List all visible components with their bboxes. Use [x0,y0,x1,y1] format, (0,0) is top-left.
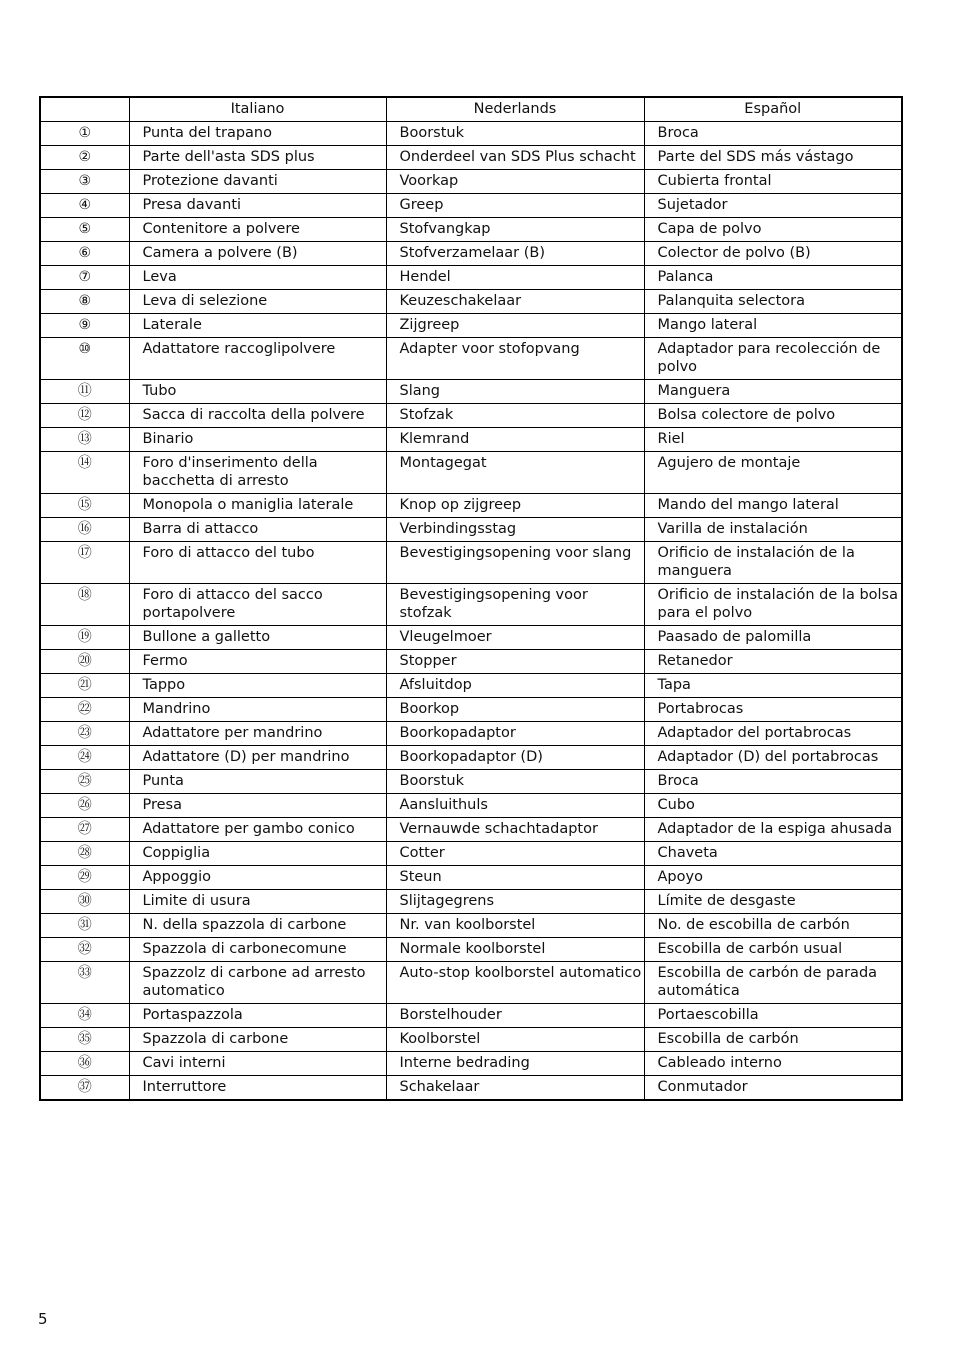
cell-nederlands: Bevestigingsopening voor stofzak [386,584,644,626]
cell-nederlands: Montagegat [386,452,644,494]
cell-espanol: Mango lateral [644,314,902,338]
cell-italiano: Foro di attacco del sacco portapolvere [129,584,386,626]
cell-italiano: Laterale [129,314,386,338]
cell-espanol: No. de escobilla de carbón [644,914,902,938]
table-row [40,866,902,890]
table-row [40,170,902,194]
table-row [40,242,902,266]
cell-nederlands: Keuzeschakelaar [386,290,644,314]
table-row [40,770,902,794]
cell-italiano: Adattatore (D) per mandrino [129,746,386,770]
cell-italiano: Appoggio [129,866,386,890]
cell-espanol: Adaptador de la espiga ahusada [644,818,902,842]
table-row [40,746,902,770]
table-row [40,650,902,674]
cell-italiano: Portaspazzola [129,1004,386,1028]
table-row [40,584,902,626]
cell-nederlands: Knop op zijgreep [386,494,644,518]
cell-espanol: Paasado de palomilla [644,626,902,650]
table-row [40,914,902,938]
table-row [40,794,902,818]
cell-espanol: Adaptador para recolección de polvo [644,338,902,380]
part-number: ㉗ [40,818,129,842]
header-espanol: Español [644,97,902,122]
table-row [40,266,902,290]
cell-nederlands: Boorstuk [386,122,644,146]
cell-nederlands: Slijtagegrens [386,890,644,914]
cell-nederlands: Stofverzamelaar (B) [386,242,644,266]
cell-italiano: Mandrino [129,698,386,722]
cell-italiano: Punta del trapano [129,122,386,146]
cell-espanol: Palanca [644,266,902,290]
table-row [40,314,902,338]
cell-nederlands: Aansluithuls [386,794,644,818]
part-number: ㉟ [40,1028,129,1052]
table-row [40,722,902,746]
cell-espanol: Escobilla de carbón usual [644,938,902,962]
part-number: ㉛ [40,914,129,938]
table-row [40,146,902,170]
cell-italiano: Protezione davanti [129,170,386,194]
cell-italiano: Tubo [129,380,386,404]
table-row [40,1076,902,1101]
cell-nederlands: Bevestigingsopening voor slang [386,542,644,584]
cell-espanol: Cubo [644,794,902,818]
cell-espanol: Adaptador (D) del portabrocas [644,746,902,770]
table-header [40,97,902,122]
cell-italiano: Camera a polvere (B) [129,242,386,266]
cell-italiano: Adattatore per mandrino [129,722,386,746]
cell-nederlands: Greep [386,194,644,218]
part-number: ㉞ [40,1004,129,1028]
cell-nederlands: Zijgreep [386,314,644,338]
cell-nederlands: Klemrand [386,428,644,452]
cell-nederlands: Steun [386,866,644,890]
table-row [40,452,902,494]
parts-table [39,96,903,1101]
cell-nederlands: Onderdeel van SDS Plus schacht [386,146,644,170]
table-row [40,338,902,380]
part-number: ㉕ [40,770,129,794]
cell-espanol: Agujero de montaje [644,452,902,494]
cell-italiano: Spazzola di carbone [129,1028,386,1052]
cell-nederlands: Voorkap [386,170,644,194]
cell-italiano: Adattatore per gambo conico [129,818,386,842]
cell-nederlands: Vernauwde schachtadaptor [386,818,644,842]
table-row [40,494,902,518]
part-number: ⑬ [40,428,129,452]
table-row [40,890,902,914]
table-row [40,518,902,542]
part-number: ㊱ [40,1052,129,1076]
table-row [40,842,902,866]
cell-espanol: Adaptador del portabrocas [644,722,902,746]
cell-espanol: Broca [644,770,902,794]
cell-italiano: Spazzolz di carbone ad arresto automatico [129,962,386,1004]
cell-nederlands: Boorstuk [386,770,644,794]
part-number: ㉜ [40,938,129,962]
cell-nederlands: Stopper [386,650,644,674]
table-row [40,698,902,722]
cell-italiano: Leva di selezione [129,290,386,314]
cell-espanol: Conmutador [644,1076,902,1101]
cell-italiano: Cavi interni [129,1052,386,1076]
part-number: ⑫ [40,404,129,428]
cell-italiano: Foro d'inserimento della bacchetta di arresto [129,452,386,494]
header-nederlands: Nederlands [386,97,644,122]
cell-nederlands: Hendel [386,266,644,290]
part-number: ⑧ [40,290,129,314]
cell-italiano: Punta [129,770,386,794]
cell-nederlands: Boorkop [386,698,644,722]
cell-nederlands: Stofzak [386,404,644,428]
table-row [40,626,902,650]
table-row [40,290,902,314]
cell-espanol: Colector de polvo (B) [644,242,902,266]
page-number: 5 [38,1310,48,1328]
cell-espanol: Tapa [644,674,902,698]
cell-italiano: Presa [129,794,386,818]
part-number: ⑳ [40,650,129,674]
cell-espanol: Cubierta frontal [644,170,902,194]
part-number: ⑰ [40,542,129,584]
part-number: ㉝ [40,962,129,1004]
cell-espanol: Retanedor [644,650,902,674]
cell-espanol: Chaveta [644,842,902,866]
cell-italiano: Interruttore [129,1076,386,1101]
table-row [40,380,902,404]
table-row [40,938,902,962]
table-row [40,194,902,218]
cell-italiano: Parte dell'asta SDS plus [129,146,386,170]
cell-italiano: Coppiglia [129,842,386,866]
table-row [40,542,902,584]
part-number: ㉘ [40,842,129,866]
header-italiano: Italiano [129,97,386,122]
cell-nederlands: Koolborstel [386,1028,644,1052]
table-body [40,122,902,1101]
part-number: ③ [40,170,129,194]
cell-nederlands: Borstelhouder [386,1004,644,1028]
table-row [40,1052,902,1076]
cell-italiano: Spazzola di carbonecomune [129,938,386,962]
cell-nederlands: Afsluitdop [386,674,644,698]
cell-italiano: Foro di attacco del tubo [129,542,386,584]
part-number: ⑨ [40,314,129,338]
cell-nederlands: Vleugelmoer [386,626,644,650]
cell-italiano: Adattatore raccoglipolvere [129,338,386,380]
part-number: ④ [40,194,129,218]
header-number [40,97,129,122]
cell-espanol: Riel [644,428,902,452]
cell-espanol: Orificio de instalación de la manguera [644,542,902,584]
table-row [40,122,902,146]
cell-espanol: Varilla de instalación [644,518,902,542]
table-row [40,674,902,698]
cell-nederlands: Auto-stop koolborstel automatico [386,962,644,1004]
cell-espanol: Bolsa colectore de polvo [644,404,902,428]
cell-nederlands: Slang [386,380,644,404]
part-number: ㉑ [40,674,129,698]
part-number: ⑦ [40,266,129,290]
table-row [40,428,902,452]
cell-espanol: Capa de polvo [644,218,902,242]
cell-nederlands: Stofvangkap [386,218,644,242]
cell-nederlands: Boorkopadaptor [386,722,644,746]
cell-italiano: Contenitore a polvere [129,218,386,242]
cell-italiano: Limite di usura [129,890,386,914]
cell-espanol: Cableado interno [644,1052,902,1076]
cell-nederlands: Boorkopadaptor (D) [386,746,644,770]
part-number: ⑱ [40,584,129,626]
cell-nederlands: Normale koolborstel [386,938,644,962]
part-number: ⑮ [40,494,129,518]
part-number: ⑤ [40,218,129,242]
part-number: ⑭ [40,452,129,494]
cell-nederlands: Nr. van koolborstel [386,914,644,938]
cell-nederlands: Schakelaar [386,1076,644,1101]
cell-italiano: N. della spazzola di carbone [129,914,386,938]
cell-italiano: Bullone a galletto [129,626,386,650]
cell-italiano: Leva [129,266,386,290]
part-number: ㊲ [40,1076,129,1101]
cell-espanol: Apoyo [644,866,902,890]
part-number: ㉒ [40,698,129,722]
table-row [40,218,902,242]
cell-espanol: Portabrocas [644,698,902,722]
cell-espanol: Límite de desgaste [644,890,902,914]
table-row [40,818,902,842]
cell-espanol: Broca [644,122,902,146]
cell-espanol: Escobilla de carbón [644,1028,902,1052]
part-number: ㉖ [40,794,129,818]
table-row [40,1028,902,1052]
cell-nederlands: Verbindingsstag [386,518,644,542]
part-number: ① [40,122,129,146]
cell-espanol: Parte del SDS más vástago [644,146,902,170]
table-row [40,1004,902,1028]
cell-espanol: Palanquita selectora [644,290,902,314]
part-number: ⑯ [40,518,129,542]
table-row [40,404,902,428]
part-number: ⑥ [40,242,129,266]
cell-espanol: Orificio de instalación de la bolsa para el polvo [644,584,902,626]
cell-italiano: Fermo [129,650,386,674]
cell-italiano: Binario [129,428,386,452]
cell-italiano: Monopola o maniglia laterale [129,494,386,518]
cell-espanol: Sujetador [644,194,902,218]
part-number: ㉓ [40,722,129,746]
part-number: ㉚ [40,890,129,914]
part-number: ㉔ [40,746,129,770]
cell-italiano: Sacca di raccolta della polvere [129,404,386,428]
part-number: ⑪ [40,380,129,404]
table-row [40,962,902,1004]
part-number: ㉙ [40,866,129,890]
cell-nederlands: Adapter voor stofopvang [386,338,644,380]
cell-nederlands: Cotter [386,842,644,866]
cell-nederlands: Interne bedrading [386,1052,644,1076]
cell-espanol: Portaescobilla [644,1004,902,1028]
header-row [40,97,902,122]
cell-espanol: Escobilla de carbón de parada automática [644,962,902,1004]
part-number: ⑩ [40,338,129,380]
cell-espanol: Mando del mango lateral [644,494,902,518]
cell-italiano: Barra di attacco [129,518,386,542]
cell-italiano: Tappo [129,674,386,698]
cell-espanol: Manguera [644,380,902,404]
part-number: ② [40,146,129,170]
part-number: ⑲ [40,626,129,650]
cell-italiano: Presa davanti [129,194,386,218]
